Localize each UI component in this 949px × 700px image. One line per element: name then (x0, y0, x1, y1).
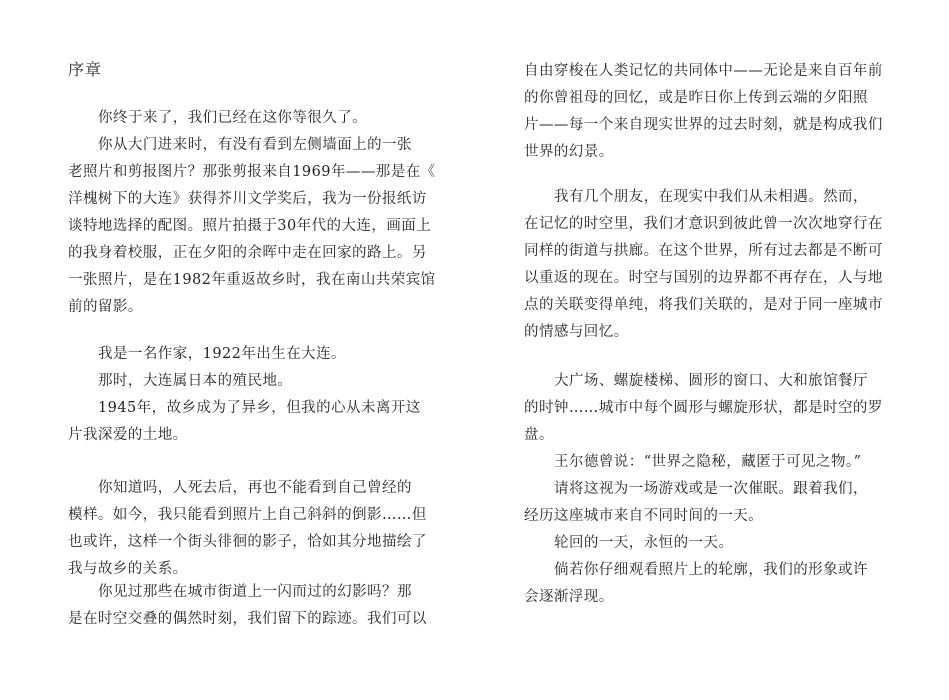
text-line: 是在时空交叠的偶然时刻，我们留下的踪迹。我们可以 (68, 611, 427, 627)
text-line: 一张照片，是在1982年重返故乡时，我在南山共荣宾馆 (68, 272, 436, 288)
paragraph (68, 579, 427, 633)
text-line: 你终于来了，我们已经在这你等很久了。 (98, 110, 368, 126)
paragraph (524, 368, 883, 449)
text-line: 王尔德曾说：“世界之隐秘，藏匿于可见之物。” (554, 454, 862, 470)
text-line: 以重返的现在。时空与国别的边界都不再存在，人与地 (524, 270, 883, 286)
paragraph (68, 368, 292, 395)
text-line: 那时，大连属日本的殖民地。 (98, 373, 293, 389)
text-line: 模样。如今，我只能看到照片上自己斜斜的倒影……但 (68, 507, 427, 523)
paragraph (524, 184, 883, 346)
paragraph (68, 132, 436, 321)
paragraph (68, 341, 346, 368)
text-line: 会逐渐浮现。 (524, 589, 614, 605)
text-line: 倘若你仔细观看照片上的轮廓，我们的形象或许 (554, 562, 868, 578)
paragraph (68, 475, 427, 583)
text-line: 洋槐树下的大连》获得芥川文学奖后，我为一份报纸访 (68, 191, 427, 207)
text-line: 轮回的一天，永恒的一天。 (554, 535, 734, 551)
text-line: 我有几个朋友，在现实中我们从未相遇。然而， (554, 189, 868, 205)
text-line: 老照片和剪报图片？那张剪报来自1969年——那是在《 (68, 164, 436, 180)
text-line: 你知道吗，人死去后，再也不能看到自己曾经的 (98, 480, 412, 496)
text-line: 你从大门进来时，有没有看到左侧墙面上的一张 (98, 137, 412, 153)
text-line: 片——每一个来自现实世界的过去时刻，就是构成我们 (524, 117, 883, 133)
paragraph (524, 476, 868, 530)
text-line: 世界的幻景。 (524, 144, 614, 160)
text-line: 的你曾祖母的回忆，或是昨日你上传到云端的夕阳照 (524, 90, 868, 106)
paragraph (68, 105, 367, 132)
chapter-title: 序章 (68, 60, 103, 79)
text-line: 大广场、螺旋楼梯、圆形的窗口、大和旅馆餐厅 (554, 373, 868, 389)
right-page (474, 0, 949, 700)
paragraph (68, 395, 421, 449)
text-line: 前的留影。 (68, 299, 143, 315)
text-line: 也或许，这样一个街头徘徊的影子，恰如其分地描绘了 (68, 534, 427, 550)
text-line: 在记忆的时空里，我们才意识到彼此曾一次次地穿行在 (524, 216, 883, 232)
paragraph (524, 58, 883, 166)
text-line: 的时钟……城市中每个圆形与螺旋形状，都是时空的罗 (524, 400, 883, 416)
text-line: 谈特地选择的配图。照片拍摄于30年代的大连，画面上 (68, 218, 432, 234)
text-line: 我是一名作家，1922年出生在大连。 (98, 346, 347, 362)
text-line: 1945年，故乡成为了异乡，但我的心从未离开这 (98, 400, 421, 416)
text-line: 片我深爱的土地。 (68, 427, 188, 443)
text-line: 的情感与回忆。 (524, 324, 629, 340)
text-line: 点的关联变得单纯，将我们关联的，是对于同一座城市 (524, 297, 883, 313)
text-line: 同样的街道与拱廊。在这个世界，所有过去都是不断可 (524, 243, 883, 259)
paragraph (524, 557, 868, 611)
text-line: 你见过那些在城市街道上一闪而过的幻影吗？那 (98, 584, 412, 600)
text-line: 自由穿梭在人类记忆的共同体中——无论是来自百年前 (524, 63, 883, 79)
paragraph (524, 449, 861, 476)
text-line: 经历这座城市来自不同时间的一天。 (524, 508, 764, 524)
text-line: 我与故乡的关系。 (68, 561, 188, 577)
text-line: 的我身着校服，正在夕阳的余晖中走在回家的路上。另 (68, 245, 427, 261)
text-line: 盘。 (524, 427, 554, 443)
text-line: 请将这视为一场游戏或是一次催眠。跟着我们， (554, 481, 868, 497)
left-page (0, 0, 474, 700)
paragraph (524, 530, 733, 557)
